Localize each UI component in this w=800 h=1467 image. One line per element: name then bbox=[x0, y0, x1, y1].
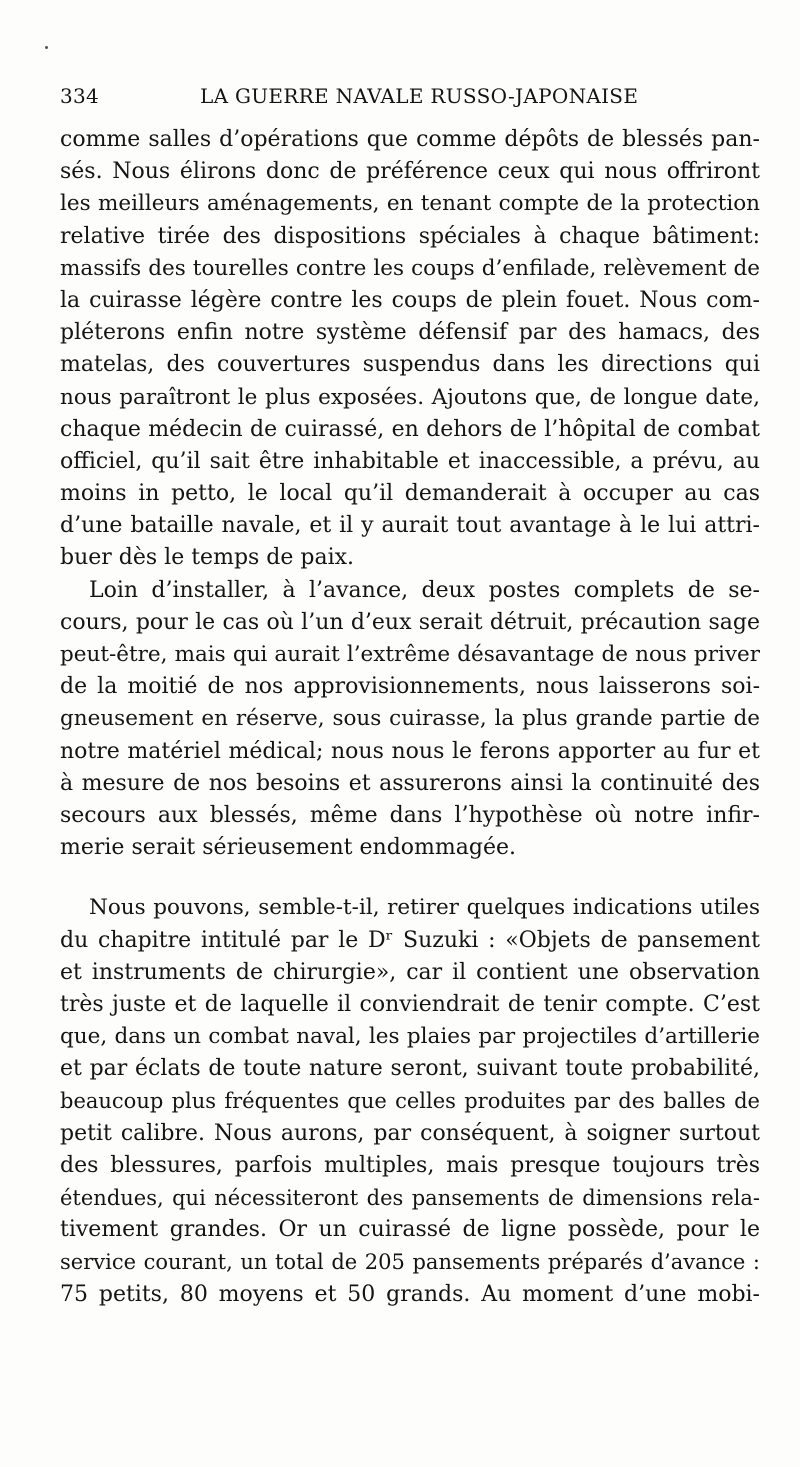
page-header bbox=[60, 84, 760, 114]
text-line: d’une bataille navale, et il y aurait tout avantage à le lui attri- bbox=[60, 513, 760, 539]
text-line: Loin d’installer, à l’avance, deux postes complets de se- bbox=[89, 577, 760, 603]
text-line: buer dès le temps de paix. bbox=[60, 545, 355, 571]
text-line: petit calibre. Nous aurons, par conséquent, à soigner surtout bbox=[60, 1120, 760, 1146]
text-line: officiel, qu’il sait être inhabitable et inaccessible, a prévu, au bbox=[60, 448, 760, 474]
text-line: comme salles d’opérations que comme dépôts de blessés pan- bbox=[60, 127, 760, 152]
body-text bbox=[60, 124, 760, 1311]
print-speck bbox=[45, 46, 48, 49]
text-line: sés. Nous élirons donc de préférence ceux qui nous offriront bbox=[60, 159, 760, 185]
paragraph bbox=[60, 124, 760, 575]
text-line: très juste et de laquelle il conviendrait de tenir compte. C’est bbox=[60, 991, 760, 1017]
text-line: du chapitre intitulé par le Dʳ Suzuki : «Objets de pansement bbox=[60, 927, 760, 953]
text-line: merie serait sérieusement endommagée. bbox=[60, 835, 516, 861]
text-line: les meilleurs aménagements, en tenant compte de la protection bbox=[60, 191, 760, 217]
text-line: massifs des tourelles contre les coups d’enfilade, relèvement de bbox=[60, 255, 760, 281]
page-number: 334 bbox=[60, 84, 100, 108]
text-line: chaque médecin de cuirassé, en dehors de l’hôpital de combat bbox=[60, 416, 760, 442]
text-line: nous paraîtront le plus exposées. Ajoutons que, de longue date, bbox=[60, 384, 760, 410]
text-line: et instruments de chirurgie», car il contient une observation bbox=[60, 959, 760, 985]
text-line: beaucoup plus fréquentes que celles produites par des balles de bbox=[60, 1089, 760, 1114]
section-gap bbox=[60, 864, 760, 892]
text-line: de la moitié de nos approvisionnements, nous laisserons soi- bbox=[60, 674, 760, 700]
text-line: des blessures, parfois multiples, mais presque toujours très bbox=[60, 1152, 760, 1178]
text-line: que, dans un combat naval, les plaies par projectiles d’artillerie bbox=[60, 1024, 760, 1050]
text-line: gneusement en réserve, sous cuirasse, la plus grande partie de bbox=[60, 706, 760, 732]
text-line: tivement grandes. Or un cuirassé de ligne possède, pour le bbox=[60, 1217, 760, 1243]
paragraph bbox=[60, 892, 760, 1310]
text-line: et par éclats de toute nature seront, suivant toute probabilité, bbox=[60, 1056, 760, 1082]
text-line: service courant, un total de 205 pansements préparés d’avance : bbox=[60, 1250, 760, 1275]
text-line: 75 petits, 80 moyens et 50 grands. Au moment d’une mobi- bbox=[60, 1281, 760, 1307]
text-line: à mesure de nos besoins et assurerons ainsi la continuité des bbox=[60, 770, 760, 796]
text-line: moins in petto, le local qu’il demanderait à occuper au cas bbox=[60, 481, 760, 507]
text-line: la cuirasse légère contre les coups de plein fouet. Nous com- bbox=[60, 287, 760, 313]
text-line: secours aux blessés, même dans l’hypothèse où notre infir- bbox=[60, 802, 760, 828]
text-line: peut-être, mais qui aurait l’extrême désavantage de nous priver bbox=[60, 642, 760, 667]
text-line: notre matériel médical; nous nous le ferons apporter au fur et bbox=[60, 738, 760, 764]
text-line: étendues, qui nécessiteront des pansements de dimensions rela- bbox=[60, 1186, 760, 1210]
text-line: cours, pour le cas où l’un d’eux serait détruit, précaution sage bbox=[60, 609, 760, 635]
paragraph bbox=[60, 575, 760, 865]
text-line: Nous pouvons, semble-t-il, retirer quelques indications utiles bbox=[89, 895, 760, 921]
text-line: matelas, des couvertures suspendus dans les directions qui bbox=[60, 352, 760, 378]
running-title: LA GUERRE NAVALE RUSSO-JAPONAISE bbox=[200, 84, 639, 108]
text-line: relative tirée des dispositions spéciales à chaque bâtiment: bbox=[60, 223, 760, 249]
text-line: pléterons enfin notre système défensif par des hamacs, des bbox=[60, 320, 760, 346]
